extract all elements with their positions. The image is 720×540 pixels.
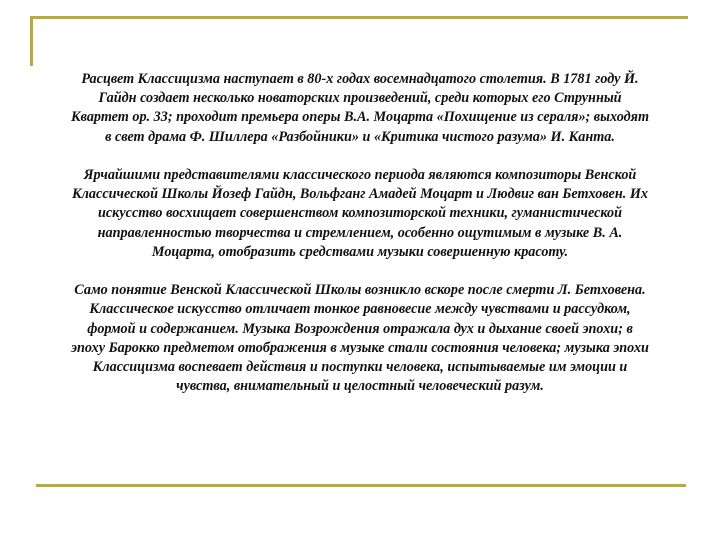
text-line: Классической Школы Йозеф Гайдн, Вольфганг Амадей Моцарт и Людвиг ван Бетховен. Их: [72, 186, 648, 203]
text-line: Расцвет Классицизма наступает в 80-х годах восемнадцатого столетия. В 1781 году Й.: [81, 71, 639, 87]
text-line: в свет драма Ф. Шиллера «Разбойники» и «Критика чистого разума» И. Канта.: [105, 128, 615, 145]
text-line: направленностью творчества и стремлением, особенно ощутимым в музыке В. А.: [97, 224, 623, 241]
text-line: искусство восхищает совершенством композиторской техники, гуманистической: [97, 205, 623, 222]
paragraph-classicism-rise: [28, 70, 692, 147]
paragraph-viennese-composers: [28, 166, 692, 262]
left-decorative-rule: [30, 16, 33, 66]
text-line: Моцарта, отобразить средствами музыки совершенную красоту.: [151, 243, 569, 260]
text-line: Ярчайшими представителями классического периода являются композиторы Венской: [83, 167, 637, 183]
slide-body-text: [28, 70, 692, 416]
text-line: эпоху Барокко предметом отображения в музыке стали состояния человека; музыка эпохи: [71, 339, 649, 356]
text-line: Гайдн создает несколько новаторских произведений, среди которых его Струнный: [98, 90, 622, 107]
text-line: Само понятие Венской Классической Школы возникло вскоре после смерти Л. Бетховена.: [74, 282, 646, 299]
text-line: Квартет ор. 33; проходит премьера оперы В.А. Моцарта «Похищение из сераля»; выходят: [70, 109, 650, 126]
text-line: Классическое искусство отличает тонкое равновесие между чувствами и рассудком,: [89, 301, 631, 318]
text-line: формой и содержанием. Музыка Возрождения отражала дух и дыхание своей эпохи; в: [87, 320, 633, 337]
text-line: чувства, внимательный и целостный человеческий разум.: [176, 378, 544, 395]
text-line: Классицизма воспевает действия и поступки человека, испытываемые им эмоции и: [92, 359, 628, 376]
top-decorative-rule: [30, 16, 688, 19]
bottom-decorative-rule: [36, 484, 686, 487]
paragraph-viennese-school-concept: [28, 281, 692, 396]
